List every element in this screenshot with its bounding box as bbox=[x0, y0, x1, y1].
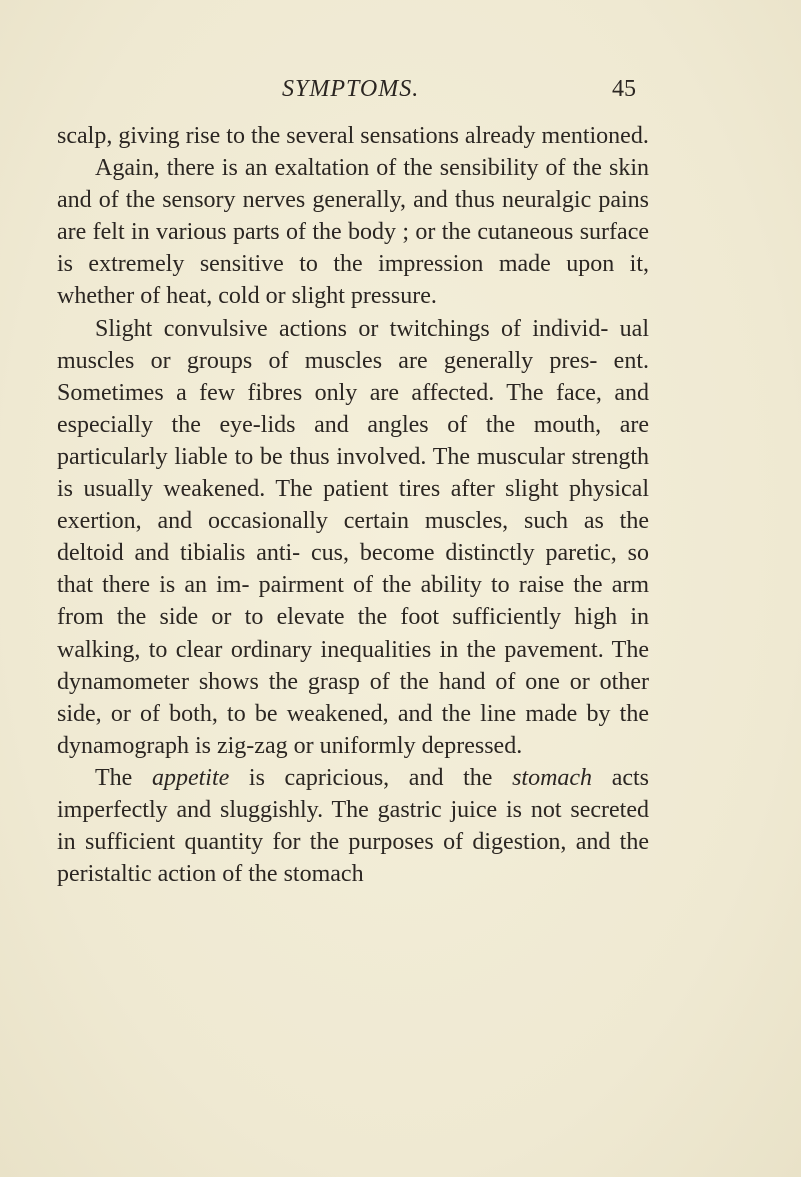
chapter-running-title: SYMPTOMS. bbox=[282, 76, 420, 102]
appetite-tail: acts imperfectly and sluggishly. The gastric juice is not secreted in sufficient quantity for the purposes of digestion, and the peristaltic action of the stomach bbox=[57, 764, 650, 888]
stomach-term: stomach bbox=[512, 764, 593, 791]
paragraph-convulsive-actions: Slight convulsive actions or twitchings of individ- ual muscles or groups of muscles are generally pres- ent. Sometimes a few fibres only are affected. The face, and especially the eye-lids and angles of the mouth, are particularly liable to be thus involved. The muscular strength is usually weakened. The patient tires after slight physical exertion, and occasionally certain muscles, such as the deltoid and tibialis anti- cus, become distinctly paretic, so that there is an im- pairment of the ability to raise the arm from the side or to elevate the foot sufficiently high in walking, to clear ordinary inequalities in the pavement. The dynamometer shows the grasp of the hand of one or other side, or of both, to be weakened, and the line made by the dynamograph is zig-zag or uniformly depressed. bbox=[57, 315, 649, 759]
appetite-lead-in: The bbox=[95, 764, 152, 791]
appetite-term: appetite bbox=[151, 764, 230, 791]
running-head bbox=[0, 76, 801, 108]
paragraph-continuation: scalp, giving rise to the several sensations already mentioned. bbox=[57, 123, 649, 149]
body-text bbox=[57, 120, 649, 890]
paragraph-appetite bbox=[57, 762, 649, 890]
paragraph-sensibility: Again, there is an exaltation of the sensibility of the skin and of the sensory nerves generally, and thus neuralgic pains are felt in various parts of the body ; or the cutaneous surface is extremely sensitive to the impression made upon it, whether of heat, cold or slight pressure. bbox=[57, 155, 649, 310]
page-number: 45 bbox=[612, 76, 636, 102]
appetite-middle: is capricious, and the bbox=[229, 764, 513, 791]
